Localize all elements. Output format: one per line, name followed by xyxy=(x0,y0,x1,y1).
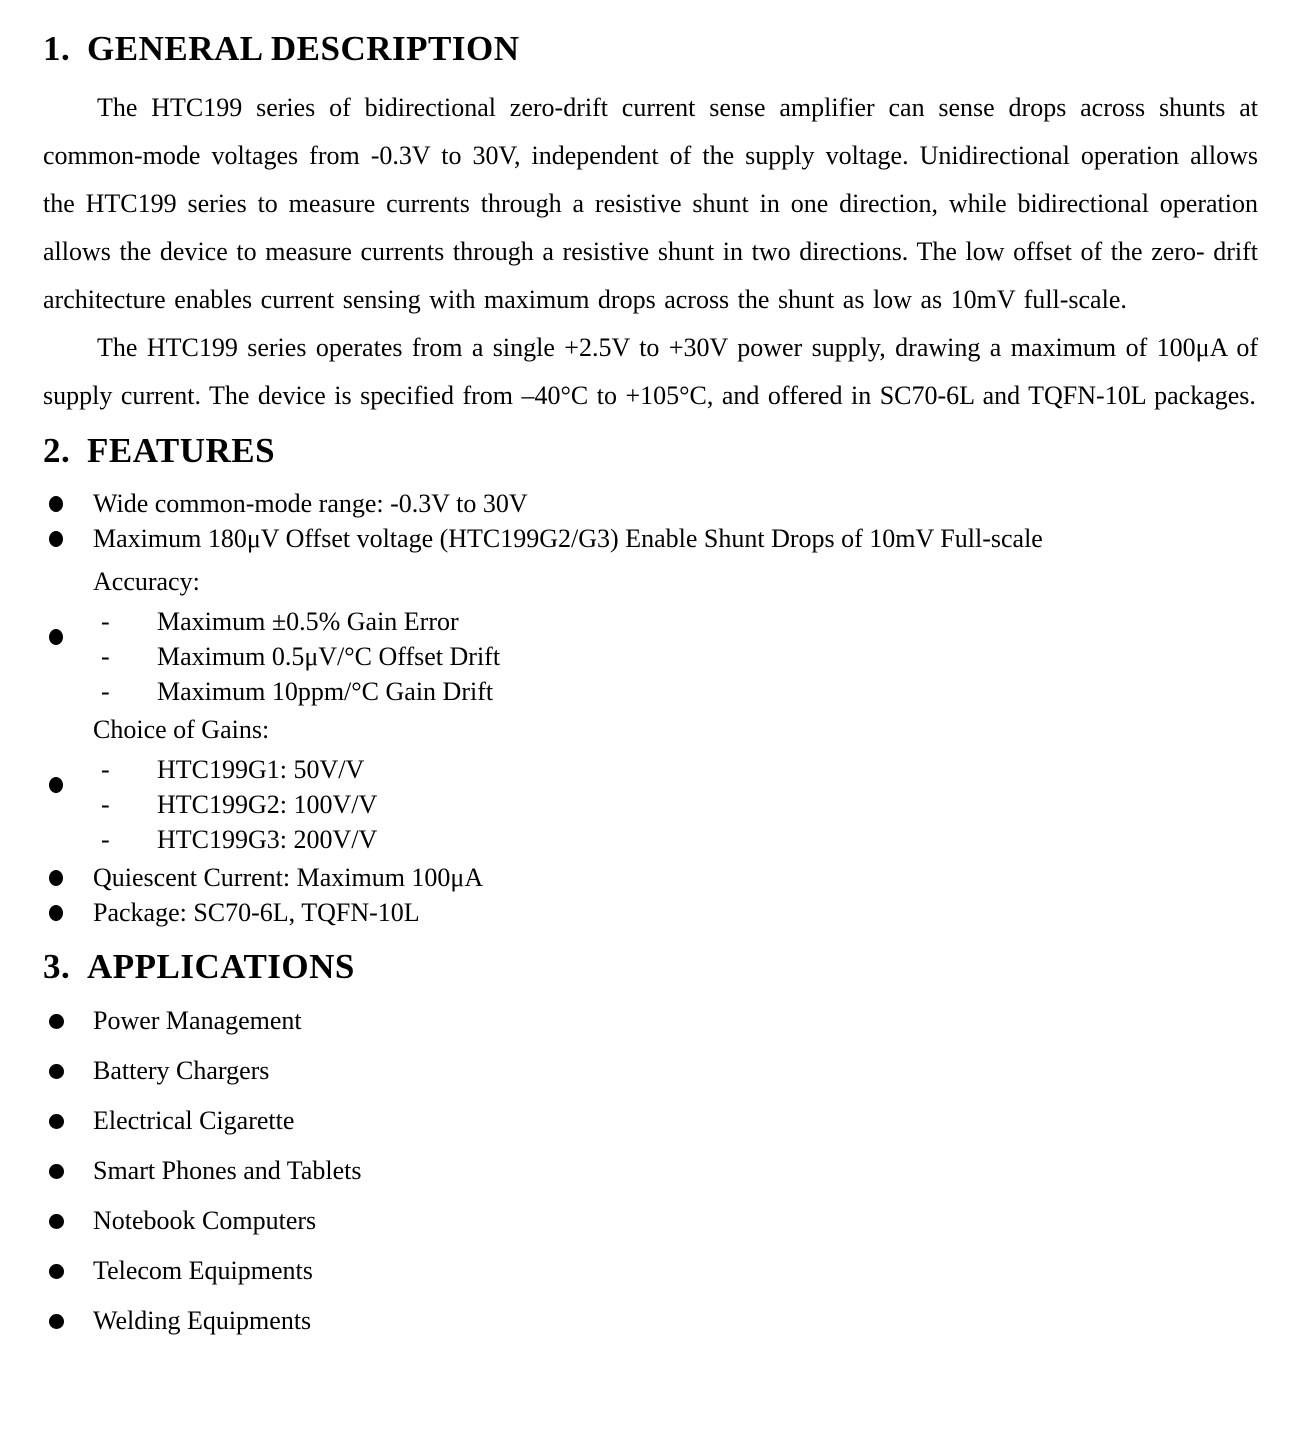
general-description-paragraph-1: The HTC199 series of bidirectional zero-drift current sense amplifier can sense drops across shunts at common-mode voltages from -0.3V to 30V, independent of the supply voltage. Unidirectional operation allows the HTC199 series to measure currents through a resistive shunt in one direction, while bidirectional operation allows the device to measure currents through a resistive shunt in two directions. The low offset of the zero- drift architecture enables current sensing with maximum drops across the shunt as low as 10mV full-scale. xyxy=(43,93,1258,314)
sub-item-label: HTC199G1: 50V/V xyxy=(157,755,365,784)
sub-item xyxy=(93,674,1258,709)
bullet-icon xyxy=(49,1314,64,1329)
bullet-icon xyxy=(49,905,63,921)
bullet-icon xyxy=(49,629,63,645)
dash-icon: - xyxy=(101,790,110,819)
bullet-icon xyxy=(49,1064,64,1079)
feature-item-accuracy xyxy=(43,564,1258,709)
application-item xyxy=(43,996,1258,1046)
sub-item-label: HTC199G2: 100V/V xyxy=(157,790,378,819)
application-item-label: Smart Phones and Tablets xyxy=(93,1156,362,1185)
sub-item-label: HTC199G3: 200V/V xyxy=(157,825,378,854)
application-item xyxy=(43,1196,1258,1246)
application-item-label: Telecom Equipments xyxy=(93,1256,313,1285)
feature-item-label: Accuracy: xyxy=(93,567,200,596)
feature-item xyxy=(43,521,1258,556)
bullet-icon xyxy=(49,531,63,547)
application-item xyxy=(43,1296,1258,1346)
dash-icon: - xyxy=(101,825,110,854)
dash-icon: - xyxy=(101,677,110,706)
section-heading-applications xyxy=(43,946,1258,988)
feature-item-label: Package: SC70-6L, TQFN-10L xyxy=(93,898,420,927)
application-item-label: Battery Chargers xyxy=(93,1056,270,1085)
sub-item-label: Maximum 0.5μV/°C Offset Drift xyxy=(157,642,501,671)
section-number: 3. xyxy=(43,947,71,986)
feature-item xyxy=(43,486,1258,521)
application-item xyxy=(43,1146,1258,1196)
sub-item xyxy=(93,752,1258,787)
feature-item-label: Wide common-mode range: -0.3V to 30V xyxy=(93,489,528,518)
section-heading-general-description xyxy=(43,28,1258,70)
gains-sub-list xyxy=(93,752,1258,857)
feature-item-label: Choice of Gains: xyxy=(93,715,270,744)
applications-list xyxy=(43,996,1258,1346)
bullet-icon xyxy=(49,496,63,512)
bullet-icon xyxy=(49,870,63,886)
bullet-icon xyxy=(49,1164,64,1179)
general-description-paragraph-2: The HTC199 series operates from a single +2.5V to +30V power supply, drawing a maximum of 100μA of supply current. The device is specified from –40°C to +105°C, and offered in SC70-6L and TQFN-10L packages. xyxy=(43,333,1258,410)
feature-item-label: Quiescent Current: Maximum 100μA xyxy=(93,863,484,892)
feature-item-gains xyxy=(43,712,1258,857)
dash-icon: - xyxy=(101,642,110,671)
application-item xyxy=(43,1096,1258,1146)
feature-item xyxy=(43,895,1258,930)
application-item xyxy=(43,1246,1258,1296)
application-item-label: Welding Equipments xyxy=(93,1306,312,1335)
application-item xyxy=(43,1046,1258,1096)
section-title: GENERAL DESCRIPTION xyxy=(87,29,520,68)
bullet-icon xyxy=(49,1214,64,1229)
sub-item xyxy=(93,639,1258,674)
dash-icon: - xyxy=(101,755,110,784)
application-item-label: Notebook Computers xyxy=(93,1206,317,1235)
application-item-label: Power Management xyxy=(93,1006,302,1035)
sub-item xyxy=(93,822,1258,857)
accuracy-sub-list xyxy=(93,604,1258,709)
feature-item xyxy=(43,860,1258,895)
section-title: FEATURES xyxy=(87,431,276,470)
features-list xyxy=(43,486,1258,930)
bullet-icon xyxy=(49,1264,64,1279)
application-item-label: Electrical Cigarette xyxy=(93,1106,295,1135)
sub-item xyxy=(93,787,1258,822)
sub-item-label: Maximum ±0.5% Gain Error xyxy=(157,607,459,636)
bullet-icon xyxy=(49,777,63,793)
section-number: 1. xyxy=(43,29,71,68)
bullet-icon xyxy=(49,1014,64,1029)
section-heading-features xyxy=(43,430,1258,472)
sub-item-label: Maximum 10ppm/°C Gain Drift xyxy=(157,677,494,706)
dash-icon: - xyxy=(101,607,110,636)
section-number: 2. xyxy=(43,431,71,470)
feature-item-label: Maximum 180μV Offset voltage (HTC199G2/G3) Enable Shunt Drops of 10mV Full-scale xyxy=(93,524,1043,553)
section-title: APPLICATIONS xyxy=(87,947,355,986)
sub-item xyxy=(93,604,1258,639)
bullet-icon xyxy=(49,1114,64,1129)
